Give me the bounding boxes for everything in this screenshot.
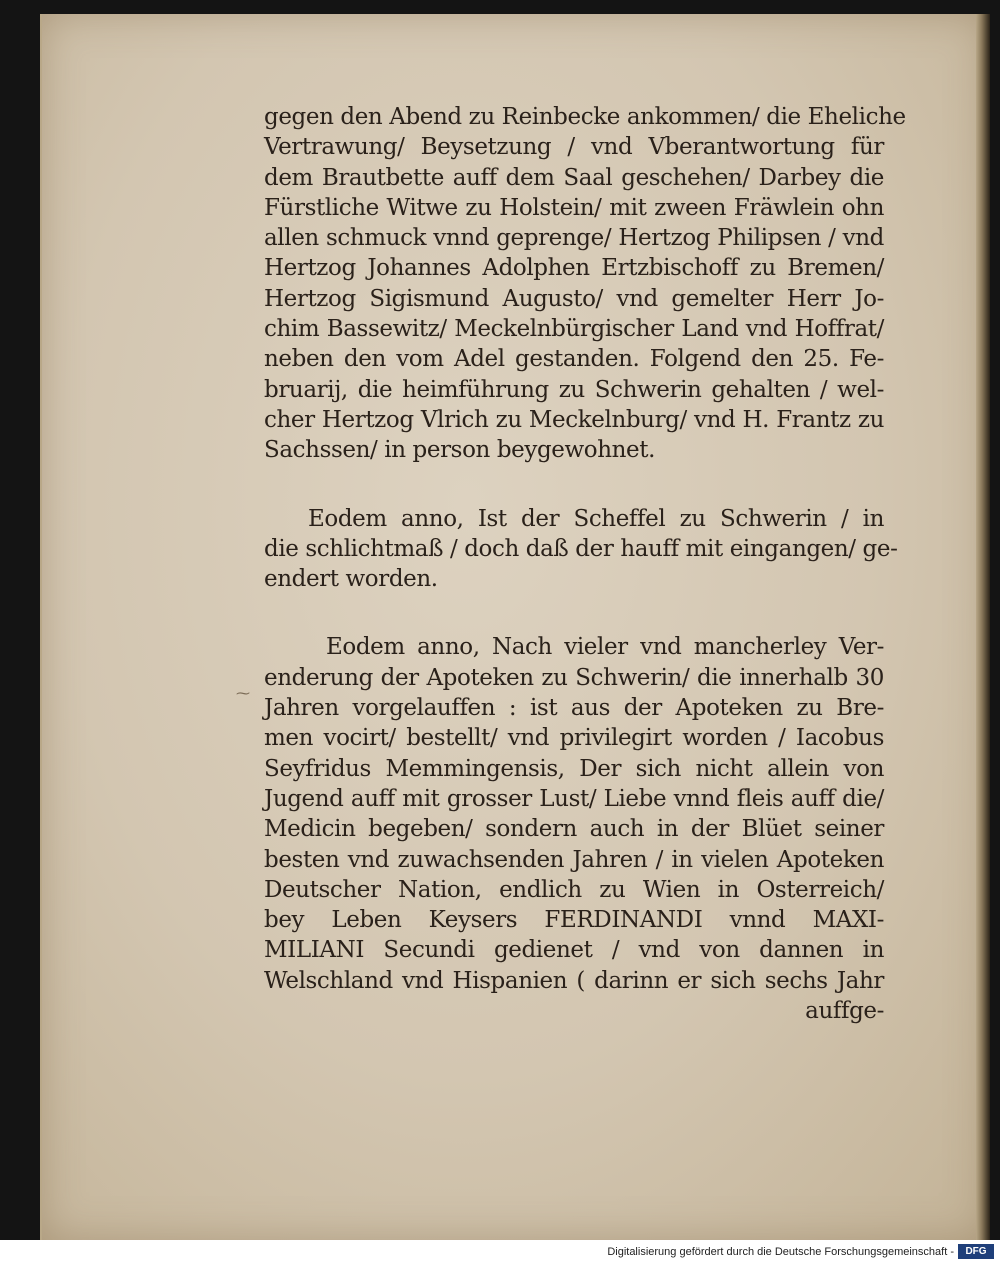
funding-credit: Digitalisierung gefördert durch die Deutsche Forschungsgemeinschaft - xyxy=(607,1246,954,1258)
text-line: bey Leben Keysers FERDINANDI vnnd MAXI- xyxy=(264,907,884,934)
text-line: dem Brautbette auff dem Saal geschehen/ Darbey die xyxy=(264,164,884,191)
text-line: Vertrawung/ Beysetzung / vnd Vberantwortung für xyxy=(264,134,884,161)
text-line: Welschland vnd Hispanien ( darinn er sich sechs Jahr xyxy=(264,967,884,994)
text-line: Deutscher Nation, endlich zu Wien in Osterreich/ xyxy=(264,876,884,903)
text-line: Fürstliche Witwe zu Holstein/ mit zween Fräwlein ohn xyxy=(264,194,884,221)
margin-mark: ⁓ xyxy=(236,686,250,702)
page-text xyxy=(264,102,906,1026)
catchword: auffge- xyxy=(805,998,884,1025)
text-line: Sachssen/ in person beygewohnet. xyxy=(264,437,656,464)
text-line: endert worden. xyxy=(264,566,438,593)
text-line: MILIANI Secundi gedienet / vnd von dannen in xyxy=(264,937,884,964)
paragraph-1 xyxy=(264,102,906,466)
page-edge xyxy=(976,14,990,1240)
text-line: gegen den Abend zu Reinbecke ankommen/ die Eheliche xyxy=(264,104,906,130)
text-line: Eodem anno, Ist der Scheffel zu Schwerin / in xyxy=(308,505,884,532)
text-line: cher Hertzog Vlrich zu Meckelnburg/ vnd H. Frantz zu xyxy=(264,406,884,433)
text-line: Hertzog Johannes Adolphen Ertzbischoff zu Bremen/ xyxy=(264,255,884,282)
text-line: Seyfridus Memmingensis, Der sich nicht allein von xyxy=(264,755,884,782)
text-line: chim Bassewitz/ Meckelnbürgischer Land vnd Hoffrat/ xyxy=(264,316,884,343)
text-line: Eodem anno, Nach vieler vnd mancherley Ver- xyxy=(326,634,884,661)
text-line: Jahren vorgelauffen : ist aus der Apoteken zu Bre- xyxy=(264,695,884,722)
text-line: die schlichtmaß / doch daß der hauff mit eingangen/ ge- xyxy=(264,535,898,562)
dfg-logo[interactable]: DFG xyxy=(958,1244,994,1259)
text-line: allen schmuck vnnd geprenge/ Hertzog Philipsen / vnd xyxy=(264,225,884,252)
text-line: neben den vom Adel gestanden. Folgend den 25. Fe- xyxy=(264,346,884,373)
paragraph-3 xyxy=(264,632,884,1026)
text-line: Jugend auff mit grosser Lust/ Liebe vnnd fleis auff die/ xyxy=(264,785,884,812)
text-line: bruarij, die heimführung zu Schwerin gehalten / wel- xyxy=(264,376,884,403)
text-line: enderung der Apoteken zu Schwerin/ die innerhalb 30 xyxy=(264,664,884,691)
text-line: besten vnd zuwachsenden Jahren / in vielen Apoteken xyxy=(264,846,884,873)
text-line: Hertzog Sigismund Augusto/ vnd gemelter Herr Jo- xyxy=(264,285,884,312)
text-line: Medicin begeben/ sondern auch in der Blüet seiner xyxy=(264,816,884,843)
footer-bar xyxy=(0,1240,1000,1264)
text-line: men vocirt/ bestellt/ vnd privilegirt worden / Iacobus xyxy=(264,725,884,752)
paragraph-2 xyxy=(264,504,898,595)
